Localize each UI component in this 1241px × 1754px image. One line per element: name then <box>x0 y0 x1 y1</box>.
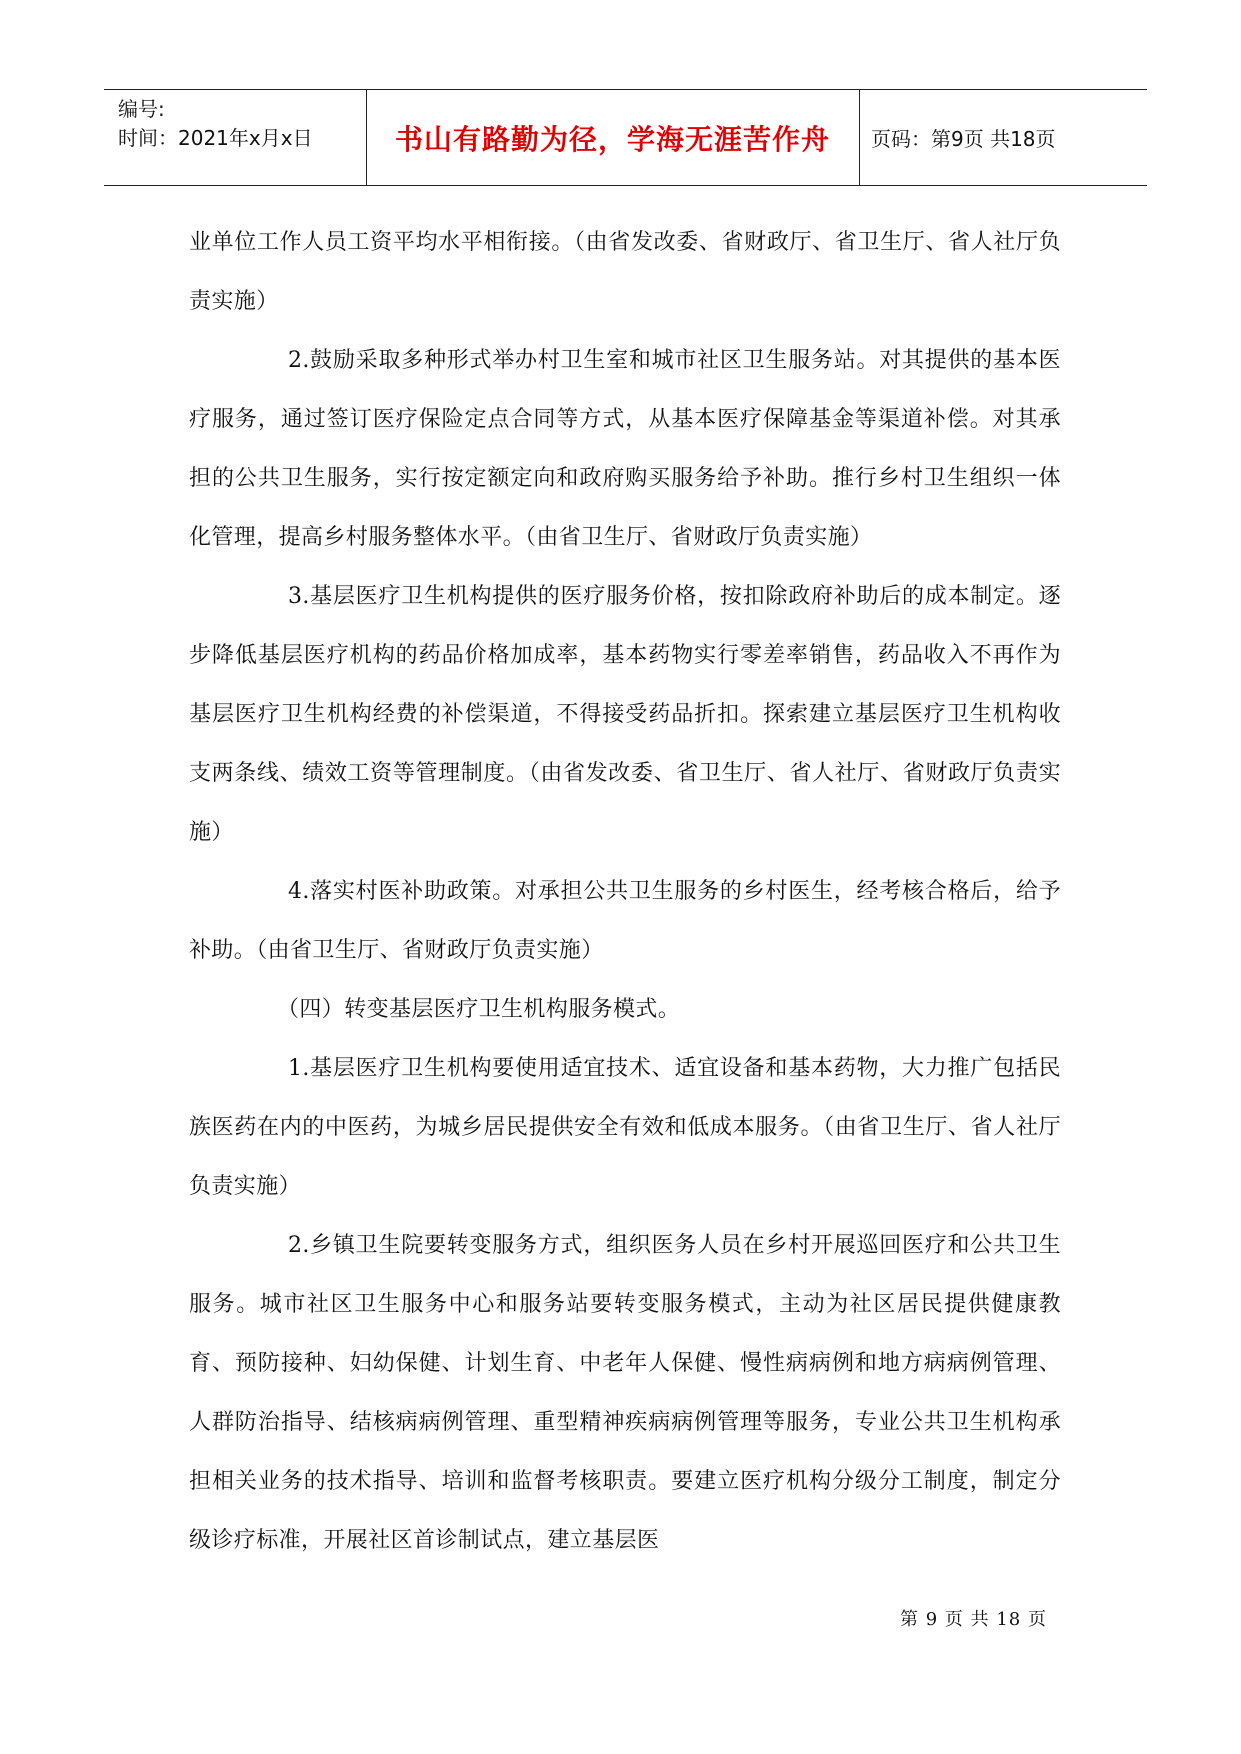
paragraph-1: 业单位工作人员工资平均水平相衔接。（由省发改委、省财政厅、省卫生厅、省人社厅负责实施） <box>189 230 1061 314</box>
header-page-number: 页码：第9页 共18页 <box>871 127 1056 151</box>
page-header <box>104 89 1147 186</box>
paragraph-4: 4.落实村医补助政策。对承担公共卫生服务的乡村医生，经考核合格后，给予补助。（由省卫生厅、省财政厅负责实施） <box>189 879 1061 963</box>
section-heading-4: （四）转变基层医疗卫生机构服务模式。 <box>277 997 681 1022</box>
paragraph-5: 1.基层医疗卫生机构要使用适宜技术、适宜设备和基本药物，大力推广包括民族医药在内的中医药，为城乡居民提供安全有效和低成本服务。（由省卫生厅、省人社厅负责实施） <box>189 1056 1061 1199</box>
paragraph-2: 2.鼓励采取多种形式举办村卫生室和城市社区卫生服务站。对其提供的基本医疗服务，通过签订医疗保险定点合同等方式，从基本医疗保障基金等渠道补偿。对其承担的公共卫生服务，实行按定额定向和政府购买服务给予补助。推行乡村卫生组织一体化管理，提高乡村服务整体水平。（由省卫生厅、省财政厅负责实施） <box>189 348 1061 550</box>
document-body <box>189 213 1061 1570</box>
page-footer: 第 9 页 共 18 页 <box>900 1609 1047 1630</box>
document-time-label: 时间：2021年x月x日 <box>118 126 313 150</box>
header-motto: 书山有路勤为径，学海无涯苦作舟 <box>394 122 830 156</box>
header-divider-right <box>859 90 860 185</box>
paragraph-6: 2.乡镇卫生院要转变服务方式，组织医务人员在乡村开展巡回医疗和公共卫生服务。城市社区卫生服务中心和服务站要转变服务模式，主动为社区居民提供健康教育、预防接种、妇幼保健、计划生育、中老年人保健、慢性病病例和地方病病例管理、人群防治指导、结核病病例管理、重型精神疾病病例管理等服务，专业公共卫生机构承担相关业务的技术指导、培训和监督考核职责。要建立医疗机构分级分工制度，制定分级诊疗标准，开展社区首诊制试点，建立基层医 <box>189 1233 1061 1553</box>
header-meta <box>118 96 368 154</box>
document-number-label: 编号: <box>118 97 165 121</box>
paragraph-3: 3.基层医疗卫生机构提供的医疗服务价格，按扣除政府补助后的成本制定。逐步降低基层医疗机构的药品价格加成率，基本药物实行零差率销售，药品收入不再作为基层医疗卫生机构经费的补偿渠道，不得接受药品折扣。探索建立基层医疗卫生机构收支两条线、绩效工资等管理制度。（由省发改委、省卫生厅、省人社厅、省财政厅负责实施） <box>189 584 1061 845</box>
